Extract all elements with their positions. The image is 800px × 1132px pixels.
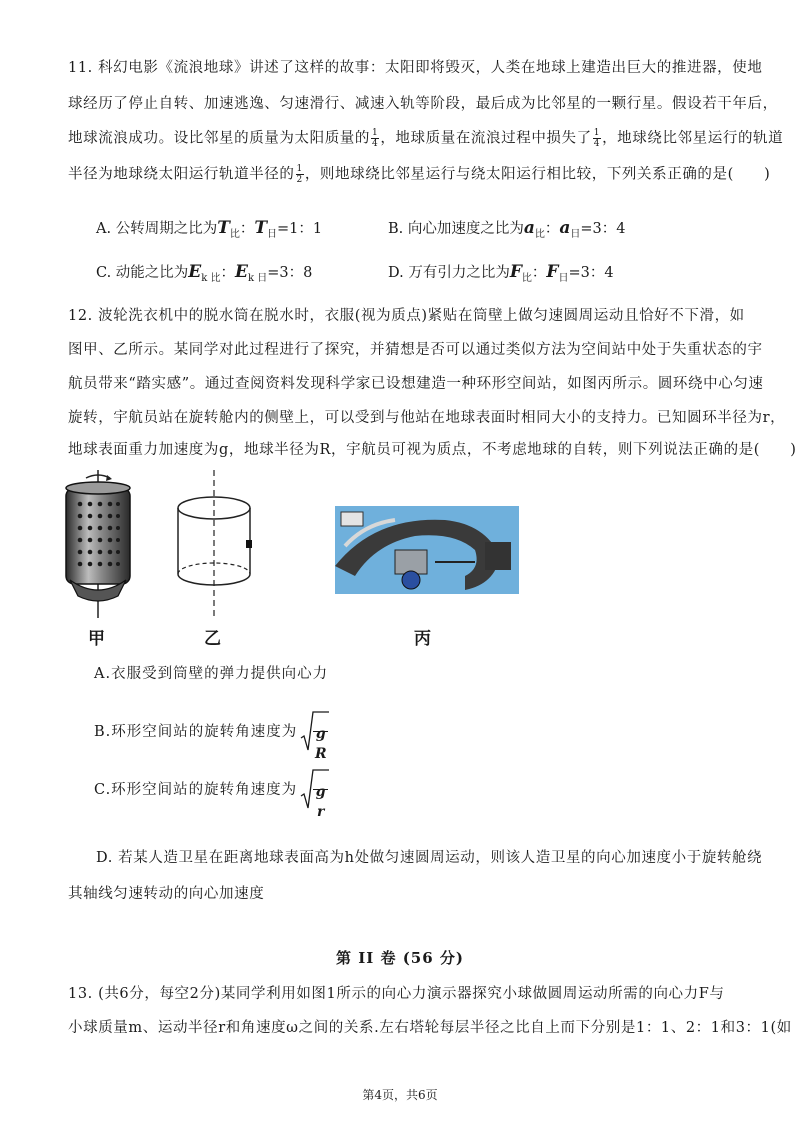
q12-line3: 航员带来“踏实感”。通过查阅资料发现科学家已设想建造一种环形空间站，如图丙所示。圆环绕中心匀速: [68, 376, 764, 392]
figure-label-jia: 甲: [88, 629, 105, 649]
q11-fraction-mass: $\frac{1}{4}$: [372, 128, 379, 149]
q11-line3: [68, 128, 784, 149]
q12-line5: 地球表面重力加速度为g，地球半径为R，宇航员可视为质点，不考虑地球的自转，则下列说法正确的是( ): [68, 442, 797, 458]
q13-line2: 小球质量m、运动半径r和角速度ω之间的关系.左右塔轮每层半径之比自上而下分别是1：1、2：1和3：1(如: [68, 1020, 792, 1036]
q12-option-b: B.环形空间站的旋转角速度为 g R: [94, 710, 330, 754]
q11-line3-text-a: 地球流浪成功。设比邻星的质量为太阳质量的: [68, 130, 370, 147]
figure-bing-space-station: [335, 506, 519, 594]
q11-line3-text-c: ，地球绕比邻星运行的轨道: [602, 130, 784, 147]
section-title: 第 II 卷 (56 分): [336, 949, 464, 967]
q12-option-d-line2: 其轴线匀速转动的向心加速度: [68, 886, 265, 902]
q11-line4: [68, 164, 771, 185]
q11-option-c: C. 动能之比为$E_{k 比}$：$E_{k 日}=3$：8: [96, 262, 313, 284]
q11-line2: 球经历了停止自转、加速逃逸、匀速滑行、减速入轨等阶段，最后成为比邻星的一颗行星。假设若干年后，: [68, 96, 778, 112]
q11-line1: 11. 科幻电影《流浪地球》讲述了这样的故事：太阳即将毁灭，人类在地球上建造出巨大的推进器，使地: [68, 60, 763, 76]
q12-option-c: C.环形空间站的旋转角速度为 g r: [94, 768, 330, 812]
q11-line4-text-a: 半径为地球绕太阳运行轨道半径的: [68, 166, 295, 183]
q12-line1: 12. 波轮洗衣机中的脱水筒在脱水时，衣服(视为质点)紧贴在筒壁上做匀速圆周运动且恰好不下滑，如: [68, 308, 745, 324]
q13-line1: 13. (共6分，每空2分)某同学利用如图1所示的向心力演示器探究小球做圆周运动所需的向心力F与: [68, 986, 725, 1002]
figure-jia-drum: [58, 470, 138, 620]
q11-fraction-loss: $\frac{1}{4}$: [593, 128, 601, 149]
q11-option-a: A. 公转周期之比为$T_比$：$T_日=1$：1: [96, 218, 323, 240]
q11-option-b: B. 向心加速度之比为$a_比$：$a_日=3$：4: [388, 218, 626, 240]
q12-option-a: A.衣服受到筒壁的弹力提供向心力: [94, 666, 329, 682]
sqrt-g-over-R: g R: [300, 710, 330, 754]
page-footer: 第4页，共6页: [362, 1088, 438, 1102]
q11-line4-text-b: ，则地球绕比邻星运行与绕太阳运行相比较，下列关系正确的是( ): [304, 166, 771, 183]
q12-line2: 图甲、乙所示。某同学对此过程进行了探究，并猜想是否可以通过类似方法为空间站中处于失重状态的宇: [68, 342, 763, 358]
q12-option-d-line1: D. 若某人造卫星在距离地球表面高为h处做匀速圆周运动，则该人造卫星的向心加速度小于旋转舱绕: [96, 850, 763, 866]
figure-label-yi: 乙: [204, 629, 221, 649]
q11-fraction-radius: $\frac{1}{2}$: [296, 164, 303, 185]
sqrt-g-over-r: g r: [300, 768, 330, 812]
q12-line4: 旋转，宇航员站在旋转舱内的侧壁上，可以受到与他站在地球表面时相同大小的支持力。已知圆环半径为r，: [68, 410, 786, 426]
q11-line3-text-b: ，地球质量在流浪过程中损失了: [380, 130, 592, 147]
figure-yi-cylinder: [170, 470, 262, 620]
q11-option-d: D. 万有引力之比为$F_比$：$F_日=3$：4: [388, 262, 614, 284]
figure-label-bing: 丙: [414, 629, 431, 649]
